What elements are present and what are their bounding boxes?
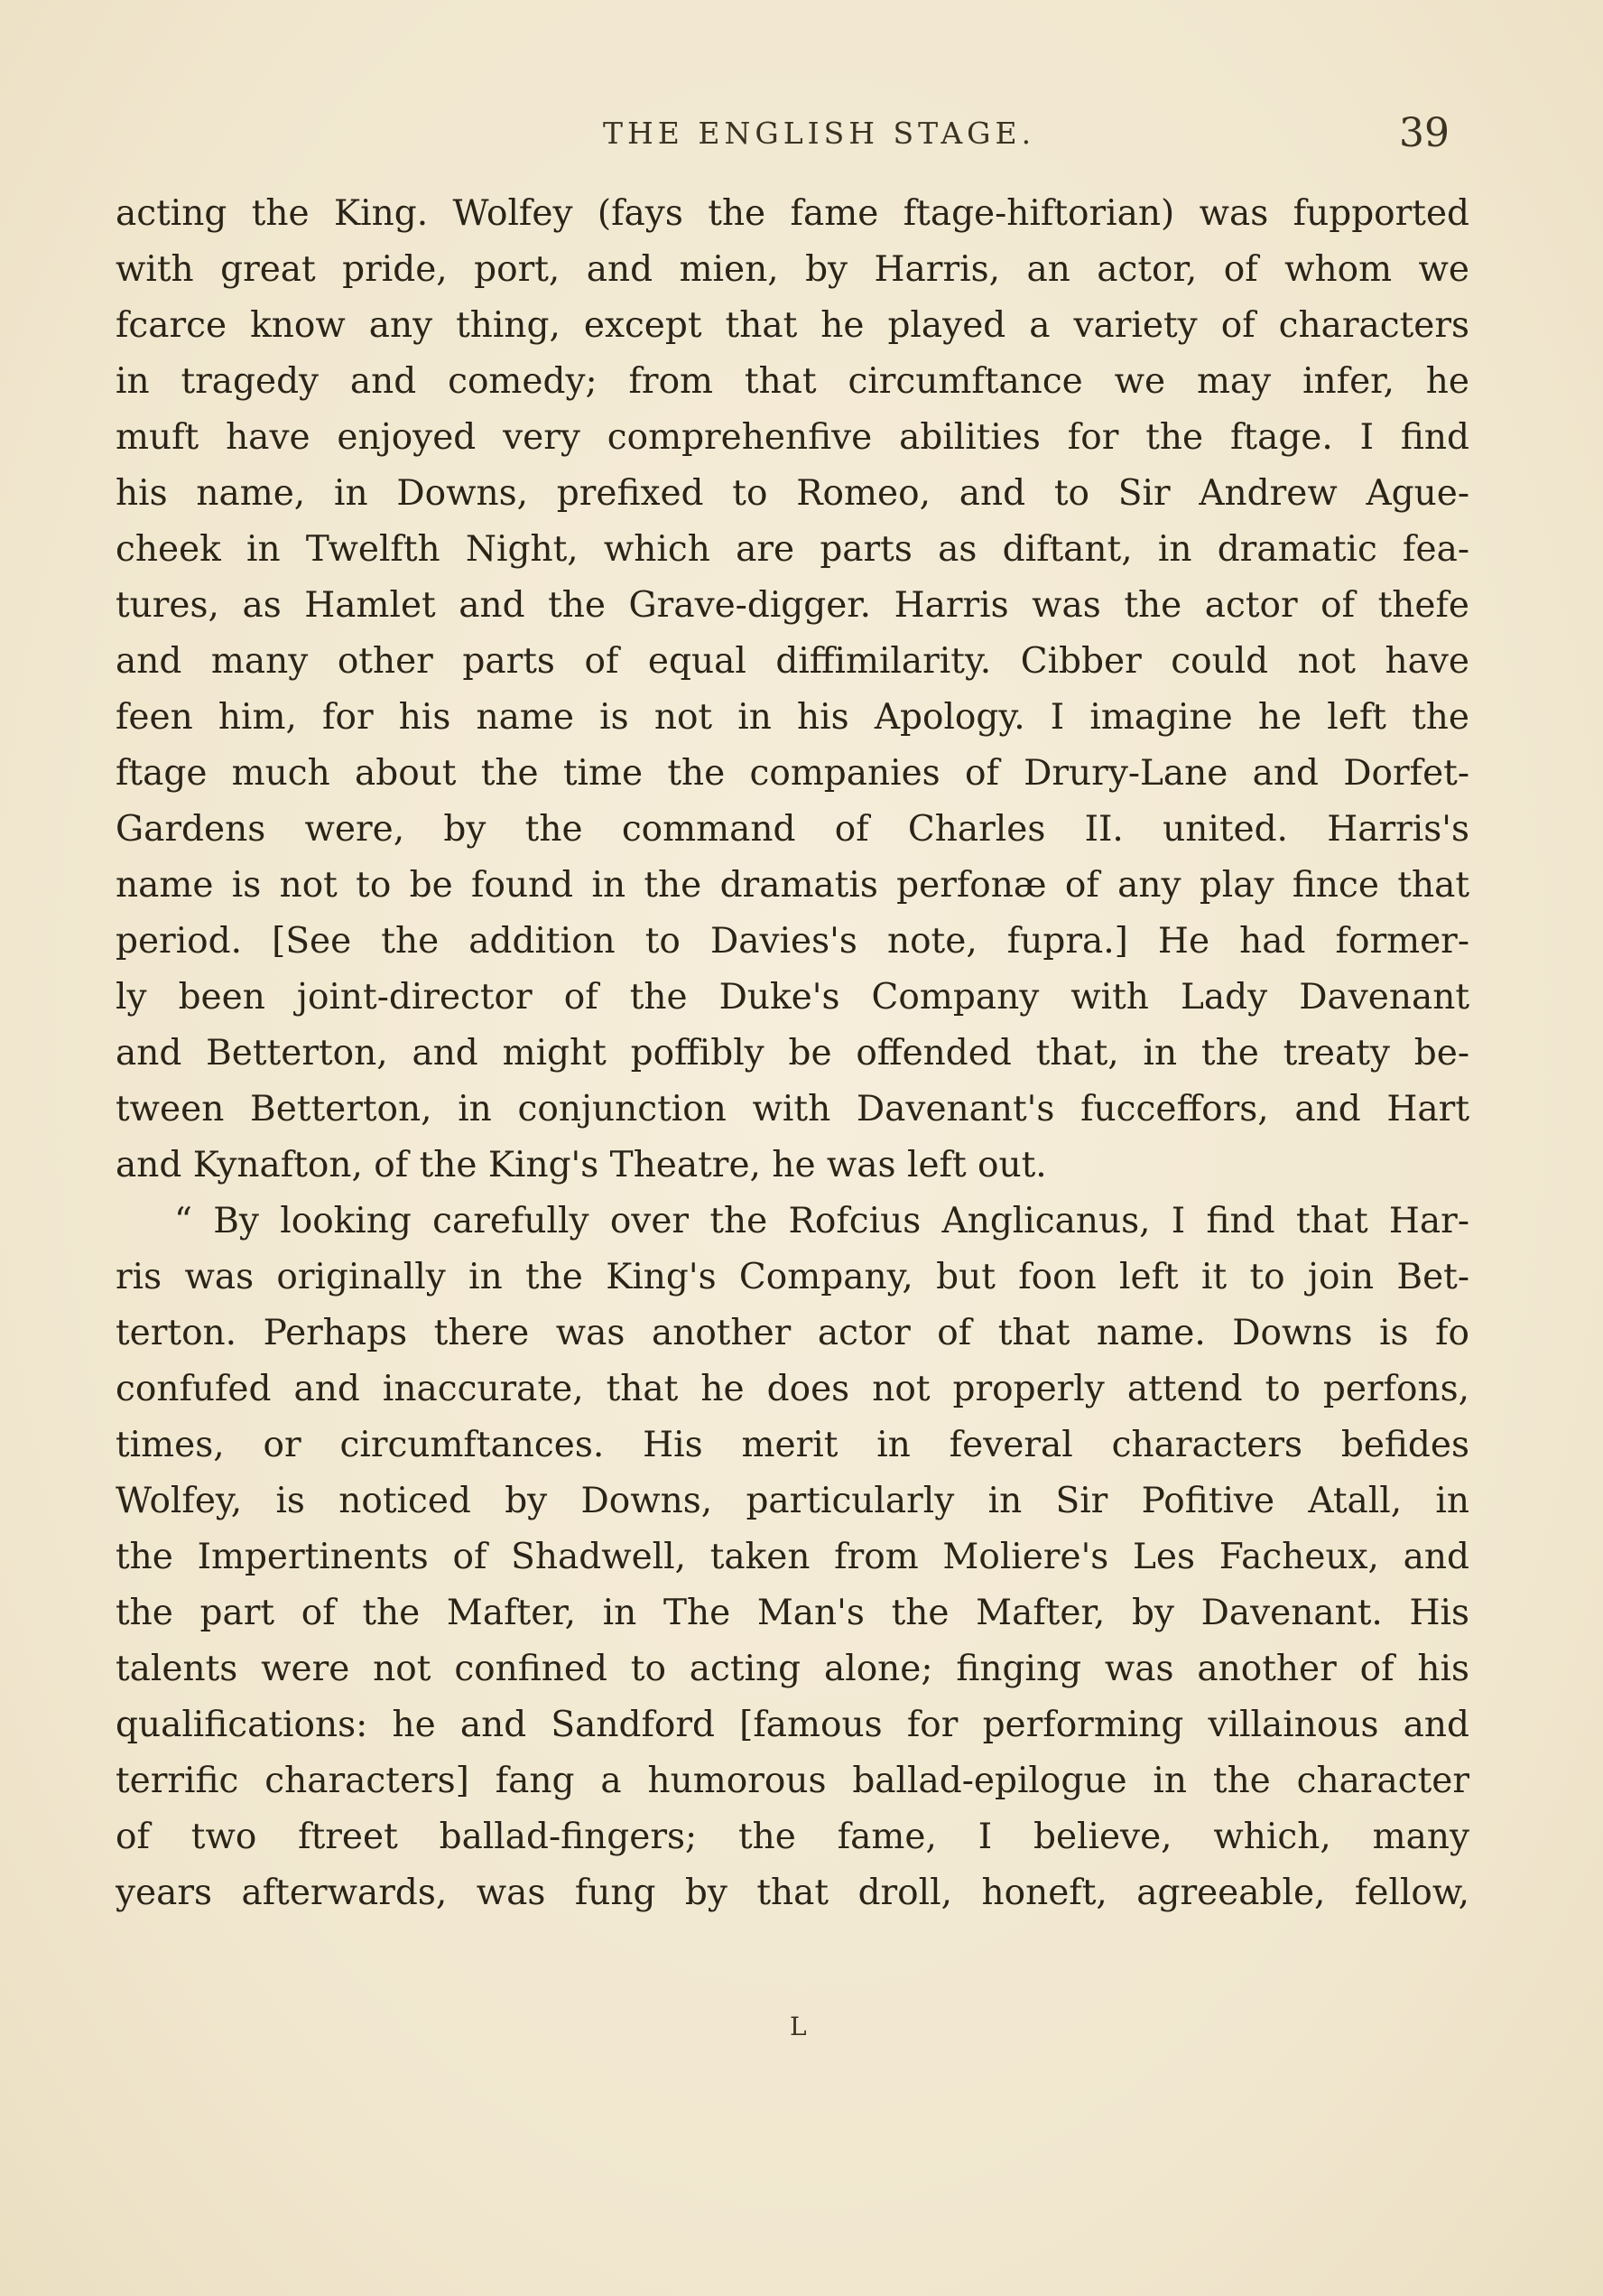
paragraph-end-line: and Kynafton, of the King's Theatre, he was left out. xyxy=(116,1145,1047,1185)
text-line: qualifications: he and Sandford [famous for performing villainous and xyxy=(116,1705,1469,1745)
text-line: tween Betterton, in conjunction with Davenant's fucceffors, and Hart xyxy=(116,1089,1469,1129)
text-line: the Impertinents of Shadwell, taken from Moliere's Les Facheux, and xyxy=(116,1537,1469,1577)
text-line: name is not to be found in the dramatis perfonæ of any play fince that xyxy=(116,865,1469,906)
text-line: terton. Perhaps there was another actor of that name. Downs is fo xyxy=(116,1313,1469,1353)
text-line: talents were not confined to acting alone; finging was another of his xyxy=(116,1649,1469,1689)
text-line: times, or circumftances. His merit in feveral characters befides xyxy=(116,1425,1469,1465)
text-line: terrific characters] fang a humorous ballad-epilogue in the character xyxy=(116,1761,1469,1801)
text-line: feen him, for his name is not in his Apology. I imagine he left the xyxy=(116,697,1469,738)
text-line: cheek in Twelfth Night, which are parts as diftant, in dramatic fea- xyxy=(116,529,1469,570)
text-line: tures, as Hamlet and the Grave-digger. Harris was the actor of thefe xyxy=(116,585,1469,626)
text-line: confufed and inaccurate, that he does not properly attend to perfons, xyxy=(116,1369,1469,1409)
page-number: 39 xyxy=(1399,110,1450,156)
paragraph-start-line: “ By looking carefully over the Rofcius Anglicanus, I find that Har- xyxy=(174,1201,1469,1241)
text-line: period. [See the addition to Davies's note, fupra.] He had former- xyxy=(116,921,1469,962)
text-line: his name, in Downs, prefixed to Romeo, and to Sir Andrew Ague- xyxy=(116,473,1469,514)
text-line: in tragedy and comedy; from that circumftance we may infer, he xyxy=(116,361,1469,402)
text-line: ly been joint-director of the Duke's Company with Lady Davenant xyxy=(116,977,1469,1018)
text-line: Wolfey, is noticed by Downs, particularly in Sir Pofitive Atall, in xyxy=(116,1481,1469,1521)
signature-mark: L xyxy=(790,2012,809,2041)
text-line: and Betterton, and might poffibly be offended that, in the treaty be- xyxy=(116,1033,1469,1074)
text-line: of two ftreet ballad-fingers; the fame, I believe, which, many xyxy=(116,1817,1469,1857)
running-head: THE ENGLISH STAGE. xyxy=(603,116,1036,151)
text-line: ftage much about the time the companies of Drury-Lane and Dorfet- xyxy=(116,753,1469,794)
text-line: fcarce know any thing, except that he played a variety of characters xyxy=(116,305,1469,346)
text-line: years afterwards, was fung by that droll, honeft, agreeable, fellow, xyxy=(116,1873,1469,1913)
page-header xyxy=(116,110,1469,164)
text-line: with great pride, port, and mien, by Harris, an actor, of whom we xyxy=(116,249,1469,290)
text-line: acting the King. Wolfey (fays the fame ftage-hiftorian) was fupported xyxy=(116,193,1469,234)
text-line: and many other parts of equal diffimilarity. Cibber could not have xyxy=(116,641,1469,682)
body-text xyxy=(116,186,1469,1921)
text-line: Gardens were, by the command of Charles II. united. Harris's xyxy=(116,809,1469,850)
text-line: muft have enjoyed very comprehenfive abilities for the ftage. I find xyxy=(116,417,1469,458)
text-line: the part of the Mafter, in The Man's the Mafter, by Davenant. His xyxy=(116,1593,1469,1633)
text-line: ris was originally in the King's Company, but foon left it to join Bet- xyxy=(116,1257,1469,1297)
